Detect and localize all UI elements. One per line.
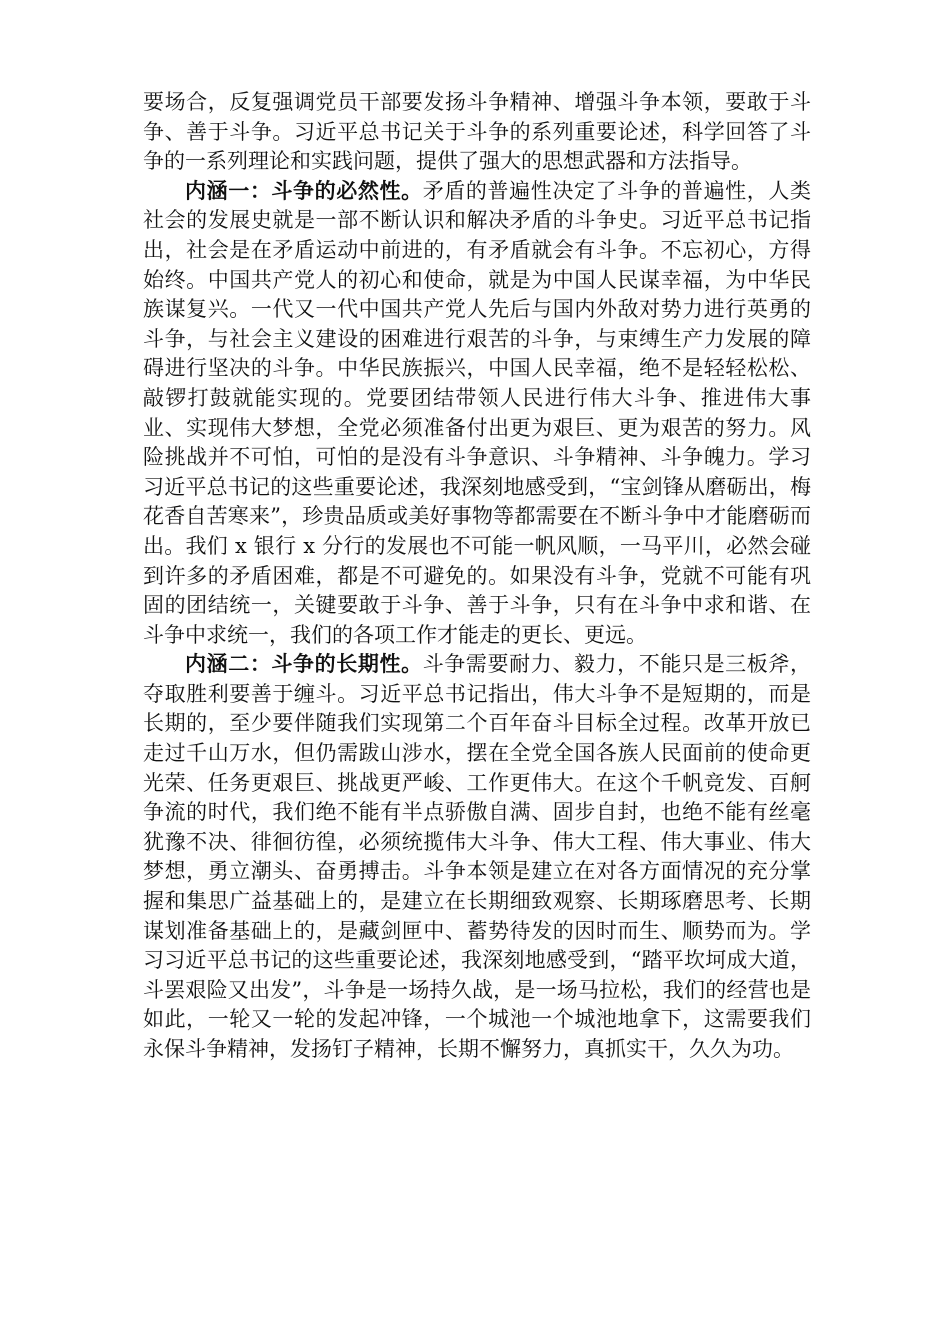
paragraph-intro xyxy=(143,88,811,177)
paragraph-connotation-two xyxy=(143,650,811,1064)
paragraph-connotation-one-heading: 内涵一：斗争的必然性。 xyxy=(185,178,423,203)
paragraph-intro-text: 要场合，反复强调党员干部要发扬斗争精神、增强斗争本领，要敢于斗争、善于斗争。习近平总书记关于斗争的系列重要论述，科学回答了斗争的一系列理论和实践问题，提供了强大的思想武器和方法指导。 xyxy=(143,90,811,174)
document-page xyxy=(143,88,811,1065)
paragraph-connotation-two-text: 斗争需要耐力、毅力，不能只是三板斧，夺取胜利要善于缠斗。习近平总书记指出，伟大斗争不是短期的，而是长期的，至少要伴随我们实现第二个百年奋斗目标全过程。改革开放已走过千山万水，但仍需跋山涉水，摆在全党全国各族人民面前的使命更光荣、任务更艰巨、挑战更严峻、工作更伟大。在这个千帆竞发、百舸争流的时代，我们绝不能有半点骄傲自满、固步自封，也绝不能有丝毫犹豫不决、徘徊彷徨，必须统揽伟大斗争、伟大工程、伟大事业、伟大梦想，勇立潮头、奋勇搏击。斗争本领是建立在对各方面情况的充分掌握和集思广益基础上的，是建立在长期细致观察、长期琢磨思考、长期谋划准备基础上的，是藏剑匣中、蓄势待发的因时而生、顺势而为。学习习近平总书记的这些重要论述，我深刻地感受到，“踏平坎坷成大道，斗罢艰险又出发”，斗争是一场持久战，是一场马拉松，我们的经营也是如此，一轮又一轮的发起冲锋，一个城池一个城池地拿下，这需要我们永保斗争精神，发扬钉子精神，长期不懈努力，真抓实干，久久为功。 xyxy=(143,652,812,1061)
paragraph-connotation-one-text: 矛盾的普遍性决定了斗争的普遍性，人类社会的发展史就是一部不断认识和解决矛盾的斗争史。习近平总书记指出，社会是在矛盾运动中前进的，有矛盾就会有斗争。不忘初心，方得始终。中国共产党人的初心和使命，就是为中国人民谋幸福，为中华民族谋复兴。一代又一代中国共产党人先后与国内外敌对势力进行英勇的斗争，与社会主义建设的困难进行艰苦的斗争，与束缚生产力发展的障碍进行坚决的斗争。中华民族振兴，中国人民幸福，绝不是轻轻松松、敲锣打鼓就能实现的。党要团结带领人民进行伟大斗争、推进伟大事业、实现伟大梦想，全党必须准备付出更为艰巨、更为艰苦的努力。风险挑战并不可怕，可怕的是没有斗争意识、斗争精神、斗争魄力。学习习近平总书记的这些重要论述，我深刻地感受到，“宝剑锋从磨砺出，梅花香自苦寒来”，珍贵品质或美好事物等都需要在不断斗争中才能磨砺而出。我们 x 银行 x 分行的发展也不可能一帆风顺，一马平川，必然会碰到许多的矛盾困难，都是不可避免的。如果没有斗争，党就不可能有巩固的团结统一，关键要敢于斗争、善于斗争，只有在斗争中求和谐、在斗争中求统一，我们的各项工作才能走的更长、更远。 xyxy=(143,178,812,647)
paragraph-connotation-two-heading: 内涵二：斗争的长期性。 xyxy=(185,652,423,677)
paragraph-connotation-one xyxy=(143,177,811,651)
